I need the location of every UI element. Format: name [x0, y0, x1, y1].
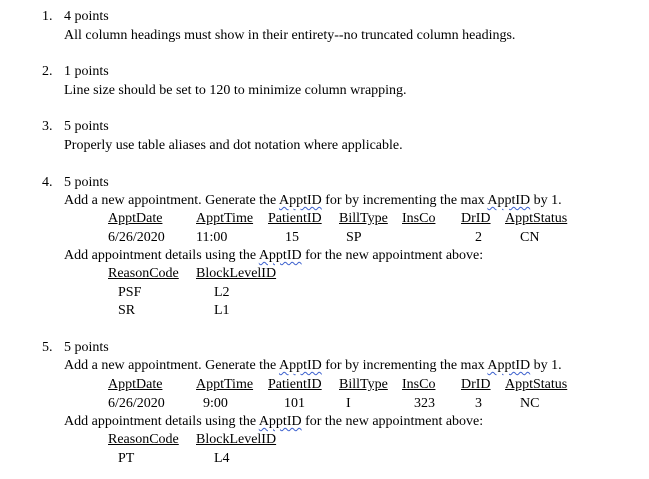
appt-cell-apptdate: 6/26/2020	[108, 230, 165, 245]
appt-header-insco: InsCo	[402, 211, 436, 226]
item-2-points: 1 points	[64, 64, 109, 79]
details-header-reasoncode: ReasonCode	[108, 432, 179, 447]
item-4-number: 4.	[42, 175, 53, 190]
appt-cell-apptdate: 6/26/2020	[108, 396, 165, 411]
appt-header-insco: InsCo	[402, 377, 436, 392]
details-header-reasoncode: ReasonCode	[108, 266, 179, 281]
appt-header-patientid: PatientID	[268, 211, 322, 226]
item-5-points: 5 points	[64, 340, 109, 355]
appt-header-patientid: PatientID	[268, 377, 322, 392]
appt-cell-appttime: 11:00	[196, 230, 228, 245]
details-cell-blocklevelid: L2	[214, 285, 230, 300]
spellcheck-term: ApptID	[278, 193, 322, 208]
appt-header-apptstatus: ApptStatus	[505, 211, 568, 226]
item-1-number: 1.	[42, 9, 53, 24]
item-3-number: 3.	[42, 119, 53, 134]
spellcheck-term: ApptID	[487, 193, 531, 208]
appt-header-drid: DrID	[461, 211, 491, 226]
spellcheck-term: ApptID	[487, 358, 531, 373]
item-4-details-instruction: Add appointment details using the ApptID for the new appointment above:	[64, 248, 484, 263]
details-header-blocklevelid: BlockLevelID	[196, 432, 277, 447]
spellcheck-term: ApptID	[278, 358, 322, 373]
item-5-details-instruction: Add appointment details using the ApptID for the new appointment above:	[64, 414, 484, 429]
item-2-text: Line size should be set to 120 to minimize column wrapping.	[64, 83, 407, 98]
spellcheck-term: ApptID	[258, 248, 302, 263]
details-header-blocklevelid: BlockLevelID	[196, 266, 277, 281]
appt-cell-insco: 323	[414, 396, 435, 411]
item-5-instruction: Add a new appointment. Generate the ApptID for by incrementing the max ApptID by 1.	[64, 358, 562, 373]
item-1-text: All column headings must show in their entirety--no truncated column headings.	[64, 28, 516, 43]
details-cell-reasoncode: SR	[118, 303, 136, 318]
spellcheck-term: ApptID	[258, 414, 302, 429]
details-cell-reasoncode: PT	[118, 451, 135, 466]
appt-header-apptdate: ApptDate	[108, 377, 163, 392]
appt-cell-billtype: SP	[346, 230, 362, 245]
appt-header-apptdate: ApptDate	[108, 211, 163, 226]
appt-cell-drid: 2	[475, 230, 482, 245]
details-cell-blocklevelid: L4	[214, 451, 230, 466]
details-cell-reasoncode: PSF	[118, 285, 142, 300]
appt-header-drid: DrID	[461, 377, 491, 392]
appt-cell-apptstatus: NC	[520, 396, 540, 411]
item-4-points: 5 points	[64, 175, 109, 190]
item-3-text: Properly use table aliases and dot notation where applicable.	[64, 138, 403, 153]
item-1-points: 4 points	[64, 9, 109, 24]
appt-cell-appttime: 9:00	[203, 396, 228, 411]
appt-cell-patientid: 15	[285, 230, 299, 245]
appt-cell-apptstatus: CN	[520, 230, 540, 245]
details-cell-blocklevelid: L1	[214, 303, 230, 318]
appt-cell-patientid: 101	[284, 396, 305, 411]
item-4-instruction: Add a new appointment. Generate the ApptID for by incrementing the max ApptID by 1.	[64, 193, 562, 208]
appt-header-billtype: BillType	[339, 211, 388, 226]
item-2-number: 2.	[42, 64, 53, 79]
item-5-number: 5.	[42, 340, 53, 355]
item-3-points: 5 points	[64, 119, 109, 134]
appt-header-appttime: ApptTime	[196, 377, 254, 392]
appt-cell-billtype: I	[346, 396, 351, 411]
appt-header-apptstatus: ApptStatus	[505, 377, 568, 392]
appt-cell-drid: 3	[475, 396, 482, 411]
appt-header-billtype: BillType	[339, 377, 388, 392]
appt-header-appttime: ApptTime	[196, 211, 254, 226]
